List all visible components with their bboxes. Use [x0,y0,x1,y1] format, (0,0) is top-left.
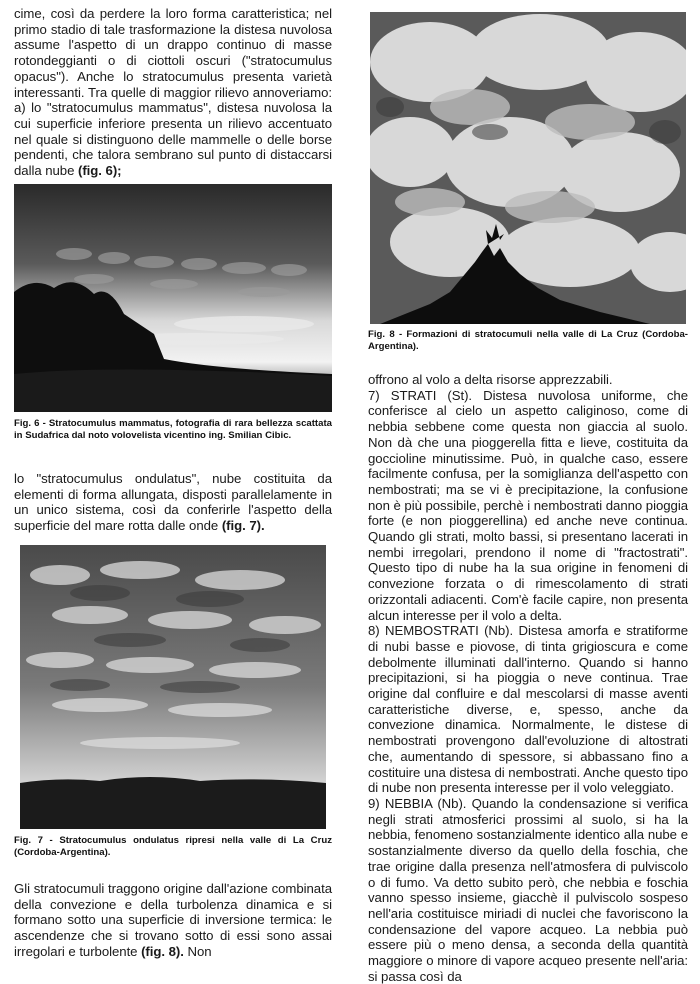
fig7-photo [20,545,326,829]
left-para-1-text: cime, così da perdere la loro forma caratteristica; nel primo stadio di tale trasformazione la distesa nuvolosa assume l'aspetto di un drappo continuo di masse rotondeggianti o di ciottoli oscuri ("stratocumulus opacus"). Anche lo stratocumulus presenta varietà interessanti. Tra quelle di maggior rilievo annoveriamo: a) lo "stratocumulus mammatus", distesa nuvolosa la cui superficie inferiore presenta un rilievo accentuato nel quale si distinguono delle mammelle o delle borse pendenti, che talora sembrano sul punto di distaccarsi dalla nube [14,6,332,179]
fig6-photo [14,184,332,412]
left-para-2-text: lo "stratocumulus ondulatus", nube costituita da elementi di forma allungata, disposti parallelamente in un unico sistema, così da conferirle l'aspetto della superficie del mare rotta dalle onde [14,471,332,534]
fig8-photo [370,12,686,324]
left-para-3 [14,881,332,960]
left-para-3-tail: Non [187,943,212,959]
right-para-a: offrono al volo a delta risorse apprezzabili. [368,372,613,387]
left-para-1 [14,6,332,179]
right-column-text [368,372,688,984]
fig7-ref: (fig. 7). [221,518,265,534]
left-para-2 [14,471,332,534]
fig6-mammatus-image [14,184,332,412]
right-para-b: 7) STRATI (St). Distesa nuvolosa uniforme, che conferisce al cielo un aspetto caliginoso, come di nebbia sebbene come questa non giaccia al suolo. Non dà che una pioggerella fitta e lieve, costituita da goccioline minutissime. Può, in qualche caso, essere facilmente confusa, per la somiglianza dell'aspetto con nembostrati; ma se vi è precipitazione, la confusione non è più possibile, perchè i nembostrati danno pioggia forte (e non pioggerellina) ed anche neve continua. Quando gli strati, molto bassi, si presentano lacerati in nembi irregolari, prendono il nome di "fractostrati". Questo tipo di nube ha la sua origine in fenomeni di convezione forzata o di rimescolamento di strati orizzontali adiacenti. Com'è facile capire, non presenta alcun interesse per il volo a delta. [368,387,688,623]
fig7-ondulatus-image [20,545,326,829]
fig8-caption: Fig. 8 - Formazioni di stratocumuli nella valle di La Cruz (Cordoba-Argentina). [368,329,688,352]
fig6-ref: (fig. 6); [78,163,122,179]
fig6-caption: Fig. 6 - Stratocumulus mammatus, fotografia di rara bellezza scattata in Sudafrica dal noto volovelista vicentino ing. Smilian Cibic. [14,418,332,441]
right-para-c: 8) NEMBOSTRATI (Nb). Distesa amorfa e stratiforme di nubi basse e piovose, di tinta grigioscura e come debolmente illuminati dall'interno. Quando si hanno precipitazioni, si ha pioggia o neve continua. Trae origine dal confluire e dal mescolarsi di masse aventi caratteristiche diverse, e, spesso, anche da convezione dinamica. Normalmente, le distese di nembostrati provengono dall'evoluzione di altostrati che, aumentando di spessore, si abbassano fino a costituire una distesa di nembostrati. Anche questo tipo di nube non presenta interesse per il volo veleggiato. [368,623,688,796]
fig8-ref: (fig. 8). [141,943,184,959]
fig7-caption: Fig. 7 - Stratocumulus ondulatus ripresi nella valle di La Cruz (Cordoba-Argentina). [14,835,332,858]
fig8-stratocumulus-image [370,12,686,324]
left-para-3-text: Gli stratocumuli traggono origine dall'azione combinata della convezione e della turbolenza dinamica e si formano sotto una superficie di inversione termica: le ascendenze che si trovano sotto di essi sono assai irregolari e turbolente [14,881,332,959]
right-para-d: 9) NEBBIA (Nb). Quando la condensazione si verifica negli strati atmosferici prossimi al suolo, si ha la nebbia, fenomeno sostanzialmente identico alla nube e sostanzialmente diverso da quello della foschia, che trae origine dalla presenza nell'atmosfera di pulviscolo o di fumo. Va detto subito però, che nebbia e foschia vanno spesso insieme, giacchè il pulviscolo sospeso nell'aria costituisce miriadi di nuclei che favoriscono la condensazione del vapore acqueo. La nebbia può essere più o meno densa, a seconda della quantità maggiore o minore di vapore acqueo presente nell'aria: si passa così da [368,795,688,984]
